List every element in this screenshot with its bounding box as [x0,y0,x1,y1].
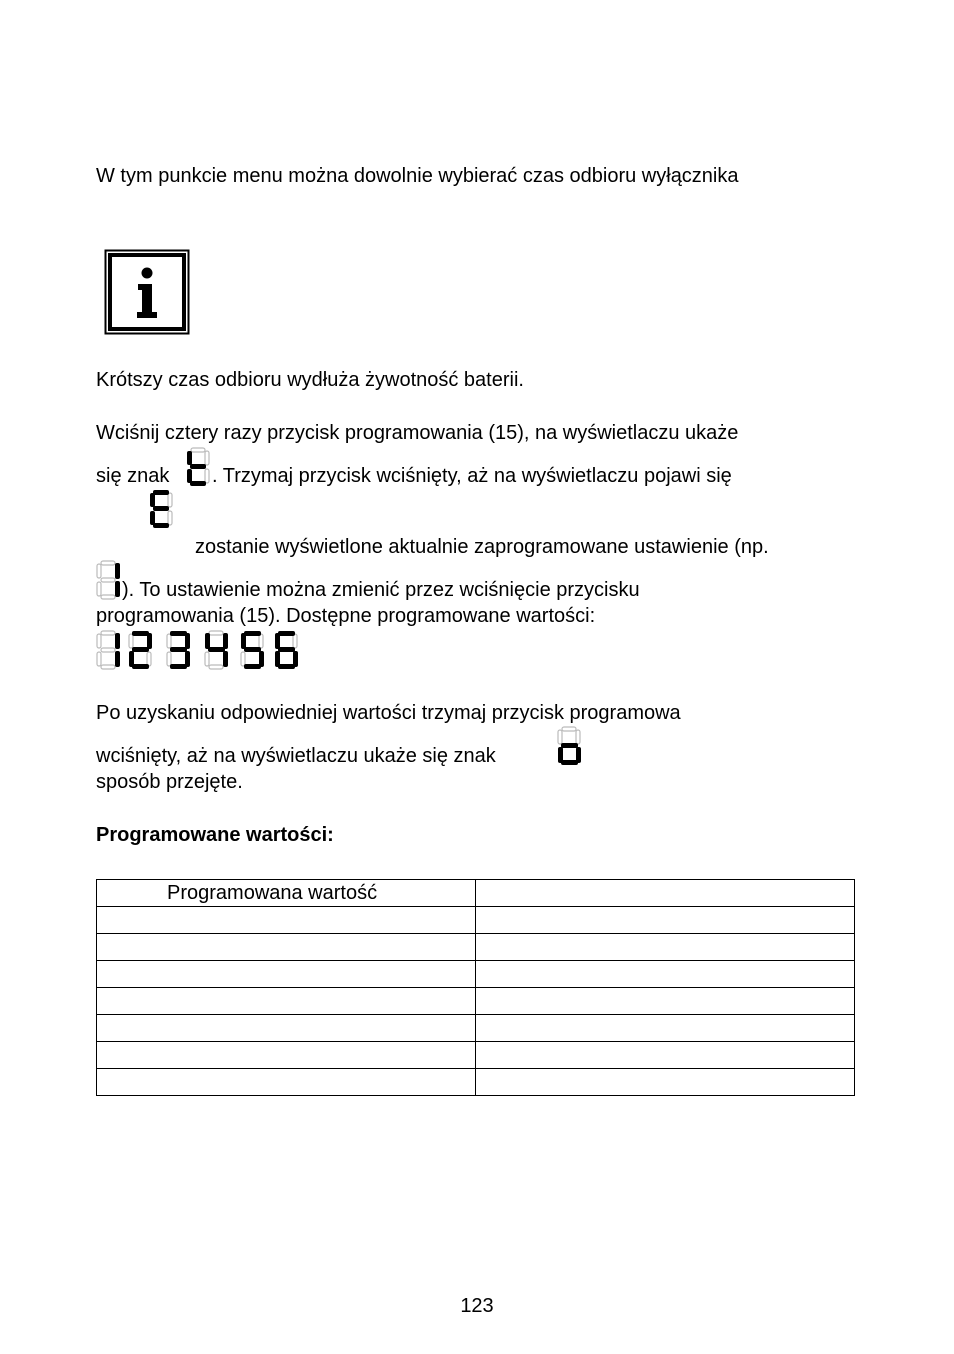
intro-text: W tym punkcie menu można dowolnie wybierać czas odbioru wyłącznika [96,165,739,187]
segment-sign-E [149,489,175,529]
confirm-line-2: wciśnięty, aż na wyświetlaczu ukaże się znak [96,745,496,767]
instruction-line-3: zostanie wyświetlone aktualnie zaprogramowane ustawienie (np. [195,536,769,558]
segment-sign-t [186,447,212,487]
info-icon [104,249,190,335]
table-cell [97,1042,476,1069]
table-row [97,934,855,961]
segment-digit-5 [240,630,268,670]
table-header-row [97,880,855,907]
instruction-line-2b: . Trzymaj przycisk wciśnięty, aż na wyświetlaczu pojawi się [212,465,732,487]
table-cell [476,907,855,934]
segment-digit-3 [166,630,194,670]
instruction-line-1: Wciśnij cztery razy przycisk programowania (15), na wyświetlaczu ukaże [96,422,739,444]
table-cell [476,1015,855,1042]
segment-digit-6 [274,630,302,670]
table-cell [476,988,855,1015]
battery-note: Krótszy czas odbioru wydłuża żywotność baterii. [96,369,524,391]
table-cell [97,961,476,988]
table-row [97,1042,855,1069]
table-cell [97,1015,476,1042]
table-row [97,1015,855,1042]
table-row [97,988,855,1015]
instruction-line-4: ). To ustawienie można zmienić przez wciśnięcie przycisku [122,579,640,601]
values-table [96,879,855,1096]
table-cell [97,907,476,934]
table-header-cell: Programowana wartość [97,880,476,907]
table-cell [97,1069,476,1096]
table-cell [476,1042,855,1069]
table-row [97,907,855,934]
segment-digit-4 [204,630,232,670]
table-cell [97,934,476,961]
table-header-cell [476,880,855,907]
section-heading: Programowane wartości: [96,824,334,846]
instruction-line-2a: się znak [96,465,170,487]
segment-digit-1 [96,630,124,670]
table-cell [476,961,855,988]
confirm-line-1: Po uzyskaniu odpowiedniej wartości trzymaj przycisk programowa [96,702,681,724]
page-number: 123 [460,1295,494,1317]
segment-digit-2 [128,630,156,670]
instruction-line-5: programowania (15). Dostępne programowane wartości: [96,605,596,627]
table-row [97,961,855,988]
table-row [97,1069,855,1096]
table-cell [97,988,476,1015]
segment-sign-o [557,726,585,766]
segment-sign-example-1 [96,560,124,600]
table-cell [476,934,855,961]
confirm-line-3: sposób przejęte. [96,771,243,793]
table-cell [476,1069,855,1096]
